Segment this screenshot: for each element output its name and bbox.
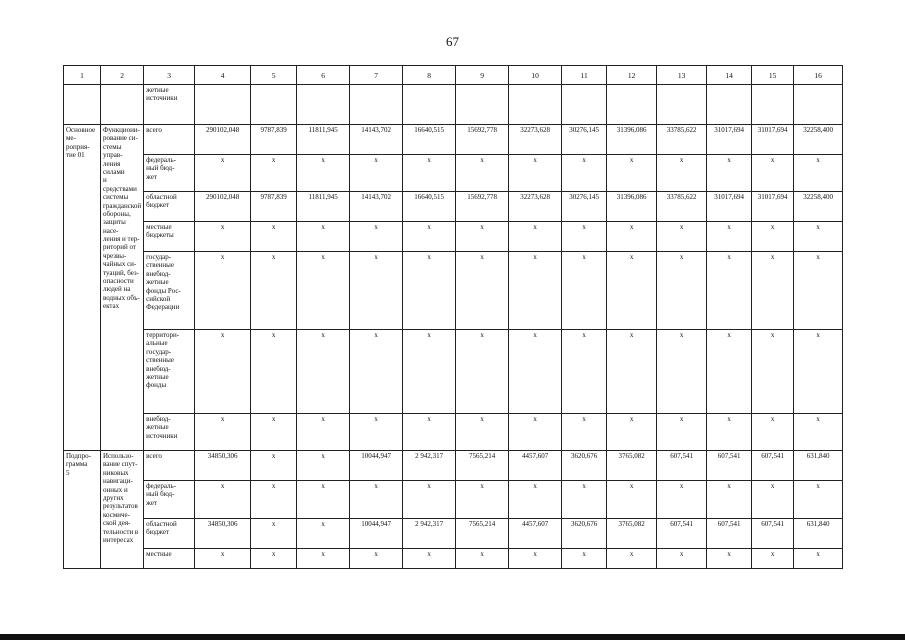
funding-source-label: государ- ственные внебюд- жетные фонды Рос- сийской Федерации — [144, 252, 195, 330]
funding-source-label: местные бюджеты — [144, 222, 195, 252]
table-row — [64, 85, 843, 125]
value-cell: 290102,048 — [195, 192, 251, 222]
not-applicable-mark: х — [752, 481, 794, 519]
not-applicable-mark: х — [403, 252, 456, 330]
not-applicable-mark: х — [195, 222, 251, 252]
column-number-header: 2 — [101, 66, 144, 85]
not-applicable-mark: х — [350, 481, 403, 519]
value-cell: 14143,702 — [350, 192, 403, 222]
not-applicable-mark: х — [297, 330, 350, 414]
not-applicable-mark: х — [251, 481, 297, 519]
not-applicable-mark: х — [350, 222, 403, 252]
value-cell: 607,541 — [707, 519, 752, 549]
not-applicable-mark: х — [607, 549, 657, 569]
not-applicable-mark: х — [707, 252, 752, 330]
value-cell: 607,541 — [657, 451, 707, 481]
column-number-header: 9 — [456, 66, 509, 85]
not-applicable-mark: х — [195, 330, 251, 414]
source-label: жетные источники — [144, 85, 195, 125]
not-applicable-mark: х — [297, 222, 350, 252]
value-cell: 34850,306 — [195, 519, 251, 549]
not-applicable-mark: х — [794, 481, 843, 519]
not-applicable-mark: х — [251, 549, 297, 569]
not-applicable-mark: х — [509, 414, 562, 451]
column-number-header: 5 — [251, 66, 297, 85]
value-cell: 32273,628 — [509, 192, 562, 222]
not-applicable-mark: х — [251, 222, 297, 252]
not-applicable-mark: х — [562, 481, 607, 519]
not-applicable-mark: х — [350, 414, 403, 451]
empty-cell — [657, 85, 707, 125]
not-applicable-mark: х — [195, 155, 251, 192]
value-cell: 16640,515 — [403, 192, 456, 222]
value-cell: 2 942,317 — [403, 519, 456, 549]
empty-cell — [707, 85, 752, 125]
not-applicable-mark: х — [195, 481, 251, 519]
value-cell: 607,541 — [707, 451, 752, 481]
value-cell: 32258,400 — [794, 192, 843, 222]
table-row — [64, 519, 843, 549]
column-number-header: 7 — [350, 66, 403, 85]
value-cell: 631,840 — [794, 451, 843, 481]
not-applicable-mark: х — [251, 414, 297, 451]
not-applicable-mark: х — [707, 330, 752, 414]
not-applicable-mark: х — [707, 549, 752, 569]
not-applicable-mark: х — [657, 414, 707, 451]
value-cell: 15692,778 — [456, 125, 509, 155]
column-number-header: 11 — [562, 66, 607, 85]
not-applicable-mark: х — [752, 414, 794, 451]
empty-cell — [607, 85, 657, 125]
value-cell: 31017,694 — [752, 192, 794, 222]
value-cell: 11811,945 — [297, 192, 350, 222]
empty-cell — [195, 85, 251, 125]
not-applicable-mark: х — [297, 252, 350, 330]
not-applicable-mark: х — [752, 222, 794, 252]
value-cell: 290102,048 — [195, 125, 251, 155]
not-applicable-mark: х — [752, 330, 794, 414]
not-applicable-mark: х — [707, 414, 752, 451]
value-cell: 3620,676 — [562, 451, 607, 481]
not-applicable-mark: х — [456, 155, 509, 192]
not-applicable-mark: х — [657, 549, 707, 569]
not-applicable-mark: х — [403, 330, 456, 414]
not-applicable-mark: х — [562, 549, 607, 569]
measure-name: Основное ме- роприя- тие 01 — [64, 125, 101, 451]
value-cell: 2 942,317 — [403, 451, 456, 481]
value-cell: 4457,607 — [509, 451, 562, 481]
table-row — [64, 330, 843, 414]
not-applicable-mark: х — [657, 252, 707, 330]
column-number-header: 3 — [144, 66, 195, 85]
value-cell: х — [297, 519, 350, 549]
value-cell: 631,840 — [794, 519, 843, 549]
value-cell: 3765,082 — [607, 519, 657, 549]
value-cell: х — [297, 451, 350, 481]
value-cell: 16640,515 — [403, 125, 456, 155]
value-cell: 9787,839 — [251, 125, 297, 155]
empty-cell — [794, 85, 843, 125]
not-applicable-mark: х — [195, 549, 251, 569]
column-number-header: 14 — [707, 66, 752, 85]
value-cell: 33785,622 — [657, 192, 707, 222]
table-row — [64, 222, 843, 252]
empty-cell — [251, 85, 297, 125]
not-applicable-mark: х — [251, 155, 297, 192]
not-applicable-mark: х — [607, 330, 657, 414]
value-cell: 7565,214 — [456, 519, 509, 549]
value-cell: 32273,628 — [509, 125, 562, 155]
table-row — [64, 481, 843, 519]
not-applicable-mark: х — [752, 155, 794, 192]
value-cell: 11811,945 — [297, 125, 350, 155]
not-applicable-mark: х — [794, 222, 843, 252]
not-applicable-mark: х — [607, 481, 657, 519]
column-number-header: 4 — [195, 66, 251, 85]
header-row — [64, 66, 843, 85]
not-applicable-mark: х — [350, 549, 403, 569]
value-cell: 3765,082 — [607, 451, 657, 481]
not-applicable-mark: х — [657, 222, 707, 252]
value-cell: 33785,622 — [657, 125, 707, 155]
value-cell: 31017,694 — [707, 125, 752, 155]
not-applicable-mark: х — [456, 481, 509, 519]
not-applicable-mark: х — [297, 155, 350, 192]
column-number-header: 8 — [403, 66, 456, 85]
not-applicable-mark: х — [403, 155, 456, 192]
funding-source-label: федераль- ный бюд- жет — [144, 481, 195, 519]
not-applicable-mark: х — [607, 222, 657, 252]
not-applicable-mark: х — [456, 549, 509, 569]
not-applicable-mark: х — [752, 549, 794, 569]
not-applicable-mark: х — [509, 222, 562, 252]
column-number-header: 6 — [297, 66, 350, 85]
table-row — [64, 125, 843, 155]
not-applicable-mark: х — [456, 330, 509, 414]
value-cell: 31396,086 — [607, 192, 657, 222]
funding-source-label: внебюд- жетные источники — [144, 414, 195, 451]
value-cell: 607,541 — [752, 451, 794, 481]
measure-description: Использо- вание спут- никовых навигаци- онных и других результатов космиче- ской дея- тельности в интересах — [101, 451, 144, 569]
value-cell: 34850,306 — [195, 451, 251, 481]
measure-name: Подпро- грамма 5 — [64, 451, 101, 569]
value-cell: 9787,839 — [251, 192, 297, 222]
value-cell: 30276,145 — [562, 192, 607, 222]
not-applicable-mark: х — [195, 414, 251, 451]
not-applicable-mark: х — [251, 330, 297, 414]
table-row — [64, 549, 843, 569]
funding-source-label: местные — [144, 549, 195, 569]
not-applicable-mark: х — [794, 549, 843, 569]
not-applicable-mark: х — [509, 155, 562, 192]
funding-source-label: областной бюджет — [144, 192, 195, 222]
funding-source-label: федераль- ный бюд- жет — [144, 155, 195, 192]
not-applicable-mark: х — [562, 414, 607, 451]
not-applicable-mark: х — [707, 222, 752, 252]
not-applicable-mark: х — [657, 481, 707, 519]
value-cell: 607,541 — [657, 519, 707, 549]
not-applicable-mark: х — [509, 481, 562, 519]
table-row — [64, 451, 843, 481]
value-cell: 10044,947 — [350, 519, 403, 549]
value-cell: х — [251, 519, 297, 549]
value-cell: 15692,778 — [456, 192, 509, 222]
not-applicable-mark: х — [297, 549, 350, 569]
value-cell: 31017,694 — [707, 192, 752, 222]
funding-source-label: всего — [144, 125, 195, 155]
not-applicable-mark: х — [657, 330, 707, 414]
not-applicable-mark: х — [350, 330, 403, 414]
scan-bottom-edge — [0, 634, 905, 640]
value-cell: 30276,145 — [562, 125, 607, 155]
not-applicable-mark: х — [456, 252, 509, 330]
column-number-header: 16 — [794, 66, 843, 85]
not-applicable-mark: х — [403, 222, 456, 252]
not-applicable-mark: х — [562, 155, 607, 192]
value-cell: х — [251, 451, 297, 481]
not-applicable-mark: х — [403, 549, 456, 569]
value-cell: 4457,607 — [509, 519, 562, 549]
column-number-header: 13 — [657, 66, 707, 85]
not-applicable-mark: х — [509, 252, 562, 330]
empty-cell — [562, 85, 607, 125]
table-row — [64, 155, 843, 192]
not-applicable-mark: х — [509, 549, 562, 569]
empty-cell — [509, 85, 562, 125]
not-applicable-mark: х — [562, 330, 607, 414]
table-row — [64, 414, 843, 451]
funding-source-label: территори- альные государ- ственные внебюд- жетные фонды — [144, 330, 195, 414]
value-cell: 10044,947 — [350, 451, 403, 481]
empty-cell — [350, 85, 403, 125]
not-applicable-mark: х — [794, 414, 843, 451]
not-applicable-mark: х — [794, 330, 843, 414]
not-applicable-mark: х — [350, 252, 403, 330]
value-cell: 31396,086 — [607, 125, 657, 155]
table-row — [64, 192, 843, 222]
budget-table — [63, 65, 843, 569]
not-applicable-mark: х — [794, 155, 843, 192]
funding-source-label: областной бюджет — [144, 519, 195, 549]
column-number-header: 10 — [509, 66, 562, 85]
not-applicable-mark: х — [794, 252, 843, 330]
value-cell: 32258,400 — [794, 125, 843, 155]
not-applicable-mark: х — [752, 252, 794, 330]
not-applicable-mark: х — [607, 155, 657, 192]
not-applicable-mark: х — [350, 155, 403, 192]
not-applicable-mark: х — [456, 414, 509, 451]
column-number-header: 15 — [752, 66, 794, 85]
not-applicable-mark: х — [251, 252, 297, 330]
not-applicable-mark: х — [509, 330, 562, 414]
not-applicable-mark: х — [562, 222, 607, 252]
not-applicable-mark: х — [297, 414, 350, 451]
not-applicable-mark: х — [657, 155, 707, 192]
not-applicable-mark: х — [297, 481, 350, 519]
value-cell: 7565,214 — [456, 451, 509, 481]
column-number-header: 12 — [607, 66, 657, 85]
column-number-header: 1 — [64, 66, 101, 85]
value-cell: 31017,694 — [752, 125, 794, 155]
empty-cell — [752, 85, 794, 125]
table-row — [64, 252, 843, 330]
not-applicable-mark: х — [707, 155, 752, 192]
empty-cell — [101, 85, 144, 125]
value-cell: 607,541 — [752, 519, 794, 549]
not-applicable-mark: х — [195, 252, 251, 330]
page-number: 67 — [446, 34, 459, 49]
value-cell: 3620,676 — [562, 519, 607, 549]
empty-cell — [403, 85, 456, 125]
not-applicable-mark: х — [707, 481, 752, 519]
measure-description: Функциони- рование си- стемы управ- ления силами и средствами системы гражданской обороны, защиты насе- ления и тер- риторий от чрезвы- чайных си- туаций, без- опасности людей на водных объ- ектах — [101, 125, 144, 451]
not-applicable-mark: х — [562, 252, 607, 330]
not-applicable-mark: х — [456, 222, 509, 252]
empty-cell — [64, 85, 101, 125]
value-cell: 14143,702 — [350, 125, 403, 155]
not-applicable-mark: х — [607, 414, 657, 451]
empty-cell — [297, 85, 350, 125]
not-applicable-mark: х — [403, 414, 456, 451]
not-applicable-mark: х — [403, 481, 456, 519]
not-applicable-mark: х — [607, 252, 657, 330]
funding-source-label: всего — [144, 451, 195, 481]
empty-cell — [456, 85, 509, 125]
